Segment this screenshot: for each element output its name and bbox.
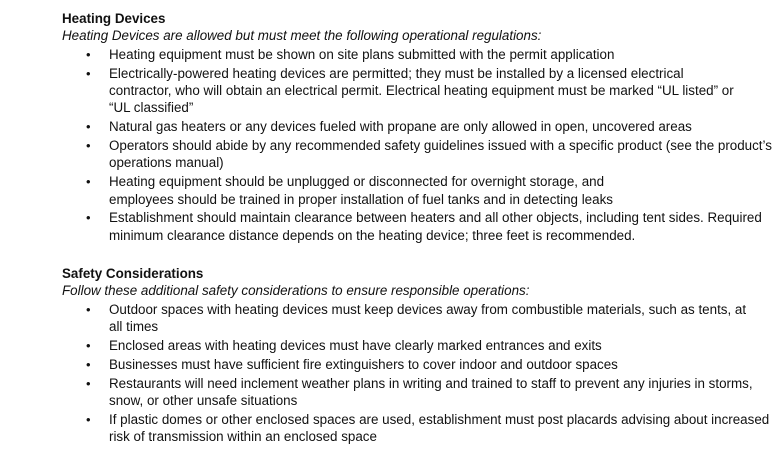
bullet-icon: •	[86, 46, 91, 62]
bullet-icon: •	[86, 301, 91, 317]
heating-devices-heading: Heating Devices	[62, 11, 166, 26]
bullet-icon: •	[86, 174, 91, 190]
bullet-icon: •	[86, 65, 91, 81]
heating-devices-section	[62, 10, 772, 246]
list-item	[62, 411, 779, 446]
list-item-text: Outdoor spaces with heating devices must keep devices away from combustible materials, such as tents, at all times	[109, 301, 747, 335]
list-item-text: Operators should abide by any recommended safety guidelines issued with a specific product (see the product’s operations manual)	[109, 138, 772, 171]
safety-considerations-section	[62, 265, 770, 447]
safety-considerations-intro: Follow these additional safety considerations to ensure responsible operations:	[62, 283, 530, 299]
bullet-icon: •	[86, 138, 91, 154]
list-item	[62, 118, 784, 135]
list-item-text: Electrically-powered heating devices are permitted; they must be installed by a licensed electrical contractor, who will obtain an electrical permit. Electrical heating equipment must be marked “UL listed” or “UL classified”	[109, 65, 734, 116]
bullet-icon: •	[86, 338, 91, 354]
list-item	[62, 375, 784, 410]
list-item-text: Establishment should maintain clearance between heaters and all other objects, including tent sides. Required minimum clearance distance depends on the heating device; three feet is recommended.	[109, 210, 762, 243]
safety-considerations-heading: Safety Considerations	[62, 266, 204, 281]
bullet-icon: •	[86, 119, 91, 135]
list-item-text: Natural gas heaters or any devices fueled with propane are only allowed in open, uncovered areas	[109, 119, 692, 135]
list-item	[62, 356, 784, 373]
heating-devices-list	[62, 46, 772, 244]
list-item	[62, 337, 784, 354]
list-item-text: Restaurants will need inclement weather plans in writing and trained to staff to prevent any injuries in storms, snow, or other unsafe situations	[109, 375, 753, 409]
list-item-text: Businesses must have sufficient fire extinguishers to cover indoor and outdoor spaces	[109, 356, 618, 372]
list-item-text: If plastic domes or other enclosed spaces are used, establishment must post placards advising about increased risk of transmission within an enclosed space	[109, 411, 770, 445]
bullet-icon: •	[86, 356, 91, 372]
safety-considerations-list	[62, 301, 770, 446]
list-item	[62, 137, 784, 172]
bullet-icon: •	[86, 210, 91, 226]
bullet-icon: •	[86, 411, 91, 427]
bullet-icon: •	[86, 375, 91, 391]
list-item	[62, 46, 709, 63]
list-item	[62, 209, 784, 244]
list-item	[62, 173, 669, 208]
list-item-text: Heating equipment should be unplugged or disconnected for overnight storage, and employees should be trained in proper installation of fuel tanks and in detecting leaks	[109, 174, 613, 207]
heating-devices-intro: Heating Devices are allowed but must meet the following operational regulations:	[62, 28, 542, 44]
list-item-text: Heating equipment must be shown on site plans submitted with the permit application	[109, 46, 615, 62]
list-item	[62, 301, 749, 336]
list-item-text: Enclosed areas with heating devices must have clearly marked entrances and exits	[109, 338, 602, 354]
list-item	[62, 65, 747, 117]
